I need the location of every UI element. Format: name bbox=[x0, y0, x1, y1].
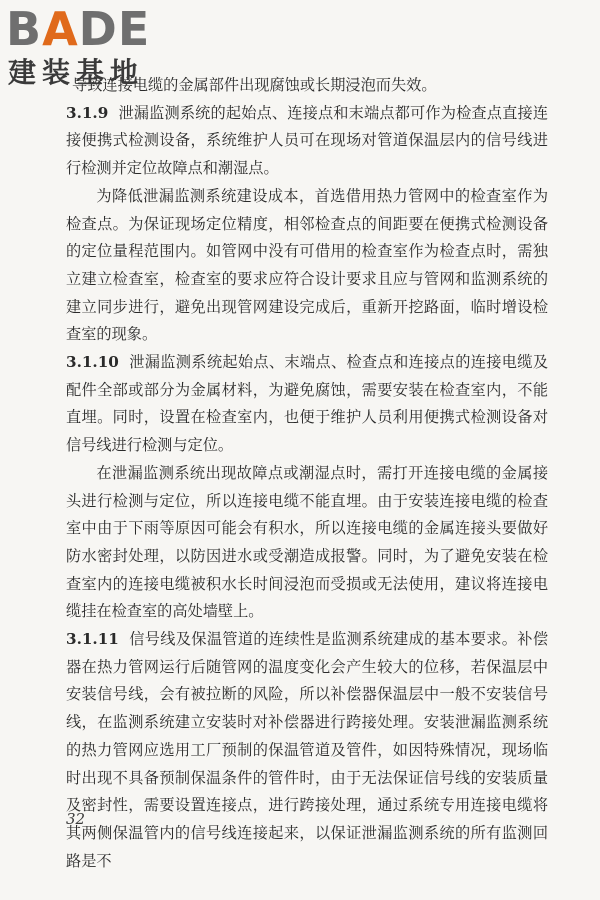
document-body bbox=[66, 72, 548, 875]
paragraph-text: 为降低泄漏监测系统建设成本，首选借用热力管网中的检查室作为检查点。为保证现场定位精度，相邻检查点的间距要在便携式检测设备的定位量程范围内。如管网中没有可借用的检查室作为检查点时，需独立建立检查室，检查室的要求应符合设计要求且应与管网和监测系统的建立同步进行，避免出现管网建设完成后，重新开挖路面，临时增设检查室的现象。 bbox=[66, 186, 548, 344]
paragraph-text: 在泄漏监测系统出现故障点或潮湿点时，需打开连接电缆的金属接头进行检测与定位，所以连接电缆不能直埋。由于安装连接电缆的检查室中由于下雨等原因可能会有积水，所以连接电缆的金属连接头要做好防水密封处理，以防因进水或受潮造成报警。同时，为了避免安装在检查室内的连接电缆被积水长时间浸泡而受损或无法使用，建议将连接电缆挂在检查室的高处墙壁上。 bbox=[66, 463, 548, 621]
paragraph-text: 导致连接电缆的金属部件出现腐蚀或长期浸泡而失效。 bbox=[72, 76, 437, 94]
clause-3-1-10 bbox=[66, 349, 548, 460]
paragraph-text: 泄漏监测系统起始点、末端点、检查点和连接点的连接电缆及配件全部或部分为金属材料，为避免腐蚀，需要安装在检查室内，不能直埋。同时，设置在检查室内，也便于维护人员利用便携式检测设备对信号线进行检测与定位。 bbox=[66, 353, 548, 455]
watermark-subtitle: 建装基地 bbox=[8, 56, 145, 89]
watermark-brand: BADE bbox=[6, 2, 151, 56]
paragraph bbox=[66, 460, 548, 626]
paragraph bbox=[66, 183, 548, 349]
clause-number: 3.1.9 bbox=[66, 103, 109, 122]
watermark-logo bbox=[6, 4, 176, 96]
clause-number: 3.1.11 bbox=[66, 630, 119, 649]
clause-3-1-9 bbox=[66, 100, 548, 183]
clause-3-1-11 bbox=[66, 626, 548, 875]
paragraph-text: 信号线及保温管道的连续性是监测系统建成的基本要求。补偿器在热力管网运行后随管网的温度变化会产生较大的位移，若保温层中安装信号线，会有被拉断的风险，所以补偿器保温层中一般不安装信号线，在监测系统建立安装时对补偿器进行跨接处理。安装泄漏监测系统的热力管网应选用工厂预制的保温管道及管件，如因特殊情况，现场临时出现不具备预制保温条件的管件时，由于无法保证信号线的安装质量及密封性，需要设置连接点，进行跨接处理，通过系统专用连接电缆将其两侧保温管内的信号线连接起来，以保证泄漏监测系统的所有监测回路是不 bbox=[66, 630, 548, 870]
page-number: 32 bbox=[66, 810, 86, 828]
paragraph-text: 泄漏监测系统的起始点、连接点和末端点都可作为检查点直接连接便携式检测设备，系统维护人员可在现场对管道保温层内的信号线进行检测并定位故障点和潮湿点。 bbox=[66, 103, 548, 178]
clause-number: 3.1.10 bbox=[66, 353, 119, 372]
